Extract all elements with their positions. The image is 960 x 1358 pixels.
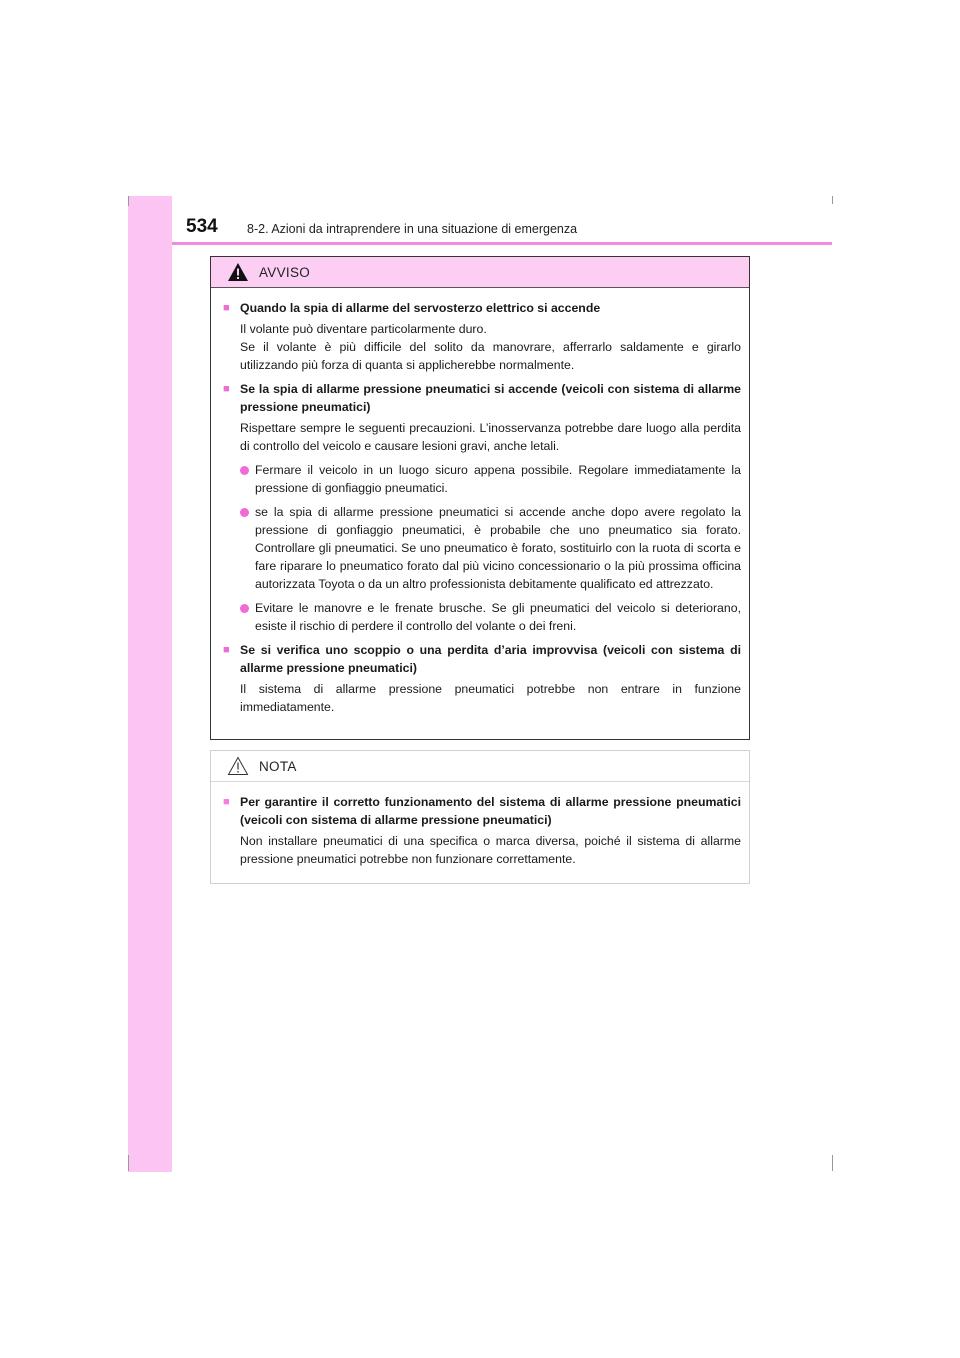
circle-bullet-icon (240, 508, 249, 517)
warning-body (211, 288, 749, 716)
warning-title: AVVISO (259, 264, 311, 280)
note-title: NOTA (259, 758, 297, 774)
warning-section (223, 299, 741, 374)
crop-mark (832, 1155, 833, 1171)
paragraph: Rispettare sempre le seguenti precauzioni. L’inosservanza potrebbe dare luogo alla perdita di controllo del veicolo e causare lesioni gravi, anche letali. (240, 421, 741, 453)
note-box (210, 750, 750, 884)
crop-mark (128, 1155, 129, 1171)
crop-mark (128, 196, 129, 206)
side-color-strip (128, 196, 172, 1172)
section-heading: ■ Per garantire il corretto funzionamento del sistema di allarme pressione pneumatici (veicoli con sistema di allarme pressione pneumatici) (223, 795, 741, 827)
note-section (223, 793, 741, 868)
circle-bullet-icon (240, 466, 249, 475)
note-body (211, 782, 749, 868)
paragraph: Se il volante è più difficile del solito da manovrare, afferrarlo saldamente e girarlo utilizzando più forza di quanta si applicherebbe normalmente. (240, 340, 741, 372)
warning-section (223, 641, 741, 716)
circle-bullet-icon (240, 604, 249, 613)
section-heading: ■ Se si verifica uno scoppio o una perdita d’aria improvvisa (veicoli con sistema di allarme pressione pneumatici) (223, 643, 741, 675)
list-item: Evitare le manovre e le frenate brusche. Se gli pneumatici del veicolo si deteriorano, esiste il rischio di perdere il controllo del volante o dei freni. (240, 599, 741, 635)
crop-mark (832, 196, 833, 204)
caution-triangle-outline-icon (227, 756, 249, 776)
square-bullet-icon: ■ (223, 383, 230, 395)
paragraph: Non installare pneumatici di una specifica o marca diversa, poiché il sistema di allarme pressione pneumatici potrebbe non funzionare correttamente. (240, 834, 741, 866)
warning-triangle-icon (227, 262, 249, 282)
section-heading: ■ Se la spia di allarme pressione pneumatici si accende (veicoli con sistema di allarme pressione pneumatici) (223, 382, 741, 414)
note-header (211, 751, 749, 782)
paragraph: Il sistema di allarme pressione pneumatici potrebbe non entrare in funzione immediatamente. (240, 682, 741, 714)
header-rule (172, 242, 832, 245)
paragraph: Il volante può diventare particolarmente duro. (240, 322, 487, 336)
warning-header (211, 257, 749, 288)
square-bullet-icon: ■ (223, 644, 230, 656)
section-heading: ■ Quando la spia di allarme del servosterzo elettrico si accende (223, 301, 601, 315)
section-title: 8-2. Azioni da intraprendere in una situazione di emergenza (247, 222, 578, 236)
list-item: se la spia di allarme pressione pneumatici si accende anche dopo avere regolato la pressione di gonfiaggio pneumatici, è probabile che uno pneumatico sia forato. Controllare gli pneumatici. Se uno pneumatico è forato, sostituirlo con la ruota di scorta e fare riparare lo pneumatico forato dal più vicino concessionario o la più prossima officina autorizzata Toyota o da un altro professionista debitamente qualificato ed attrezzato. (240, 503, 741, 593)
list-item: Fermare il veicolo in un luogo sicuro appena possibile. Regolare immediatamente la pressione di gonfiaggio pneumatici. (240, 461, 741, 497)
square-bullet-icon: ■ (223, 302, 230, 314)
page-number: 534 (186, 216, 218, 237)
warning-section (223, 380, 741, 635)
warning-box (210, 256, 750, 740)
square-bullet-icon: ■ (223, 796, 230, 808)
